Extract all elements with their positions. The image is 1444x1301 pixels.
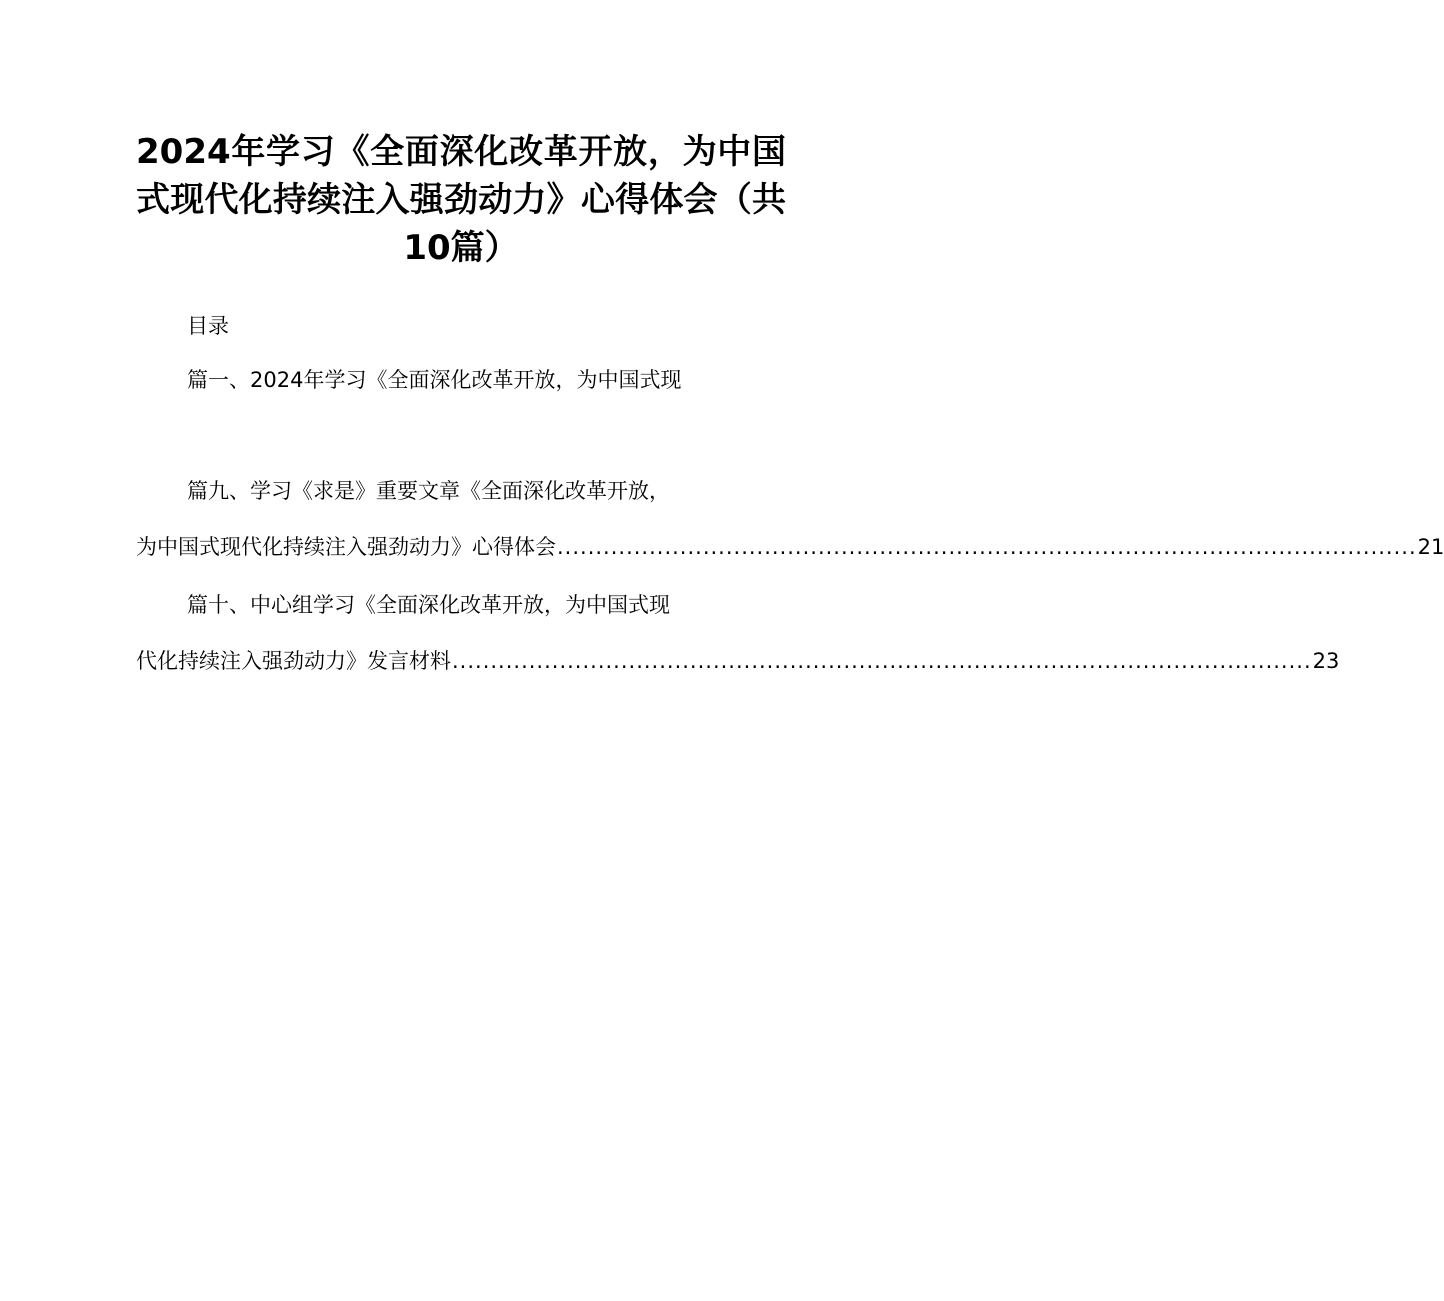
toc-entry-9-line2[interactable]: [136, 533, 1444, 561]
toc-heading: 目录: [187, 314, 229, 338]
document-title: 2024年学习《全面深化改革开放，为中国式现代化持续注入强劲动力》心得体会（共10篇）: [136, 132, 786, 268]
toc-entry-10-line2[interactable]: [136, 647, 1340, 675]
toc-entry-10-page-number: 23: [1312, 649, 1340, 673]
toc-entry-9-leader: ................................................................................................................: [557, 535, 1417, 559]
toc-entry-10-leader: ................................................................................................................: [452, 649, 1312, 673]
toc-entry-10-line1[interactable]: 篇十、中心组学习《全面深化改革开放，为中国式现: [187, 593, 670, 617]
toc-entry-9-page-number: 21: [1417, 535, 1444, 559]
toc-entry-10-text: 代化持续注入强劲动力》发言材料: [136, 649, 451, 673]
toc-entry-1-line1[interactable]: 篇一、2024年学习《全面深化改革开放，为中国式现: [187, 368, 682, 392]
toc-entry-9-text: 为中国式现代化持续注入强劲动力》心得体会: [136, 535, 556, 559]
toc-entry-9-line1[interactable]: 篇九、学习《求是》重要文章《全面深化改革开放，: [187, 479, 670, 503]
